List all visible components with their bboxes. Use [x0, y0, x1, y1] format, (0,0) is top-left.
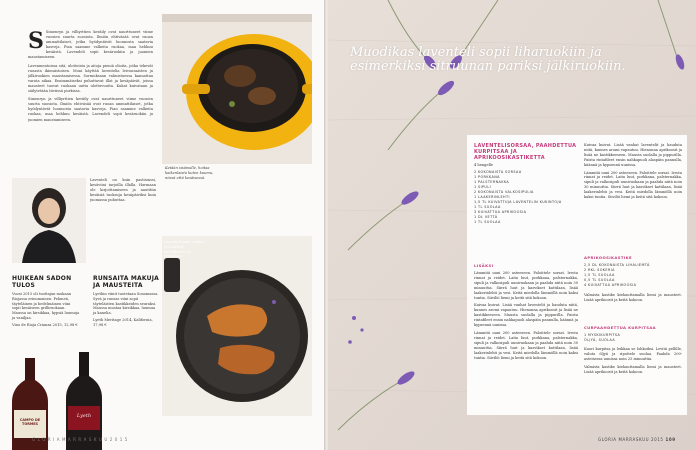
ingredient-item: 1 DL VETTÄ: [474, 215, 498, 219]
method-text: [584, 143, 682, 253]
caption-pan: Laventeli sopii ruokiin ja kesäisiin kastikkeisiin ja tarjoiluun.: [164, 240, 205, 259]
prep-text: [474, 271, 578, 409]
pumpkin-paragraph: Kuori kurpitsa ja leikkaa se lohkoiksi. Levitä pellille, valuta öljyä ja ripottele suolaa. Paahda 200-asteisessa uunissa noin 25 minuuttia.: [584, 347, 682, 361]
recipe-card: [467, 135, 687, 415]
recipe-title: LAVENTELISORSAA, PAAHDETTUA KURPITSAA JA APRIKOOSIKASTIKETTA: [474, 143, 577, 161]
pumpkin-text: [584, 347, 682, 409]
left-page: [0, 0, 326, 450]
drop-cap: S: [28, 30, 44, 54]
ingredient-item: 1 LAAKERINLEHTI: [474, 195, 510, 199]
prep-paragraph: Lämmitä uuni 200 asteeseen. Paloittele sorsat. Irrota rinnat ja reidet. Laita luut, porkkana, palsternakka, sipuli ja valkosipuli uunivuokaan ja paahda niitä noin 30 minuuttia. Siirrä luut ja kasvikset kattilaan, lisää laakerinlehti ja vesi. Keitä miedolla lämmöllä noin kaksi tuntia. Siivilöi liemi ja keitä sitä kokoon.: [474, 271, 578, 300]
pumpkin-paragraph-2: Valmista kastike kiehauttamalla liemi ja mausteet. Lisää aprikoosit ja keitä kokoon.: [584, 364, 682, 374]
wine-bottle-2: [60, 352, 108, 450]
chef-portrait: [12, 178, 86, 263]
hero-headline: Muodikas laventeli sopii liharuokiin ja esimerkiksi sitruunan pariksi jälkiruokiin.: [350, 45, 626, 74]
sauce-heading: APRIKOOSIKASTIKE: [584, 255, 632, 260]
method-paragraph-2: Lämmitä uuni 200 asteeseen. Paloittele sorsat. Irrota rinnat ja reidet. Laita luut, porkkana, palsternakka, sipuli ja valkosipuli uunivuokaan ja paahda niitä noin 30 minuuttia. Siirrä luut ja kasvikset kattilaan, lisää laakerinlehti ja vesi. Keitä miedolla lämmöllä noin kaksi tuntia. Siivilöi liemi ja keitä sitä kokoon.: [584, 170, 682, 200]
wine2-description: Lyethin viinit tuotetaan Sonomassa. Syvä ja runsas viini sopii täyteläisten kastikkeiden seuraksi. Maussa mustaa kirsikkaa, luumua ja kanelia.: [93, 292, 159, 316]
prep-paragraph-2: Kuivaa kuivat. Lisää vanhat laventelit ja hauduta niitä, kunnes aromi vapautuu. Hienonna aprikoosit ja lisää ne kastikkeeseen. Mausta suolalla ja pippurilla. Paista rintafileet ensin nahkapuoli alaspäin pannulla, käännä ja kypsennä uunissa.: [474, 303, 578, 328]
photo-duck-in-pot: [162, 14, 312, 164]
ingredient-item: 3 KUIVATTUA APRIKOOSIA: [474, 210, 527, 214]
wine1-price: Vino de Rioja Crianza 2015, 12,98 €: [12, 322, 78, 327]
ingredient-item: 2 KOKONAISTA SORSAA: [474, 170, 522, 174]
wine1-label: CAMPO DE TORMES: [19, 418, 41, 426]
pumpkin-heading: CURPAAHDETTUA KURPITSAA: [584, 325, 657, 330]
recipe-serves: 4 hengelle: [474, 163, 494, 167]
ingredient-item: 1 PORKKANA: [474, 175, 500, 179]
right-page: [328, 0, 696, 450]
ingredient-item: 1 SIPULI: [474, 185, 492, 189]
pumpkin-ingredients: 1 MYSKIKURPITSA ÖLJYÄ, SUOLAA: [584, 333, 621, 342]
portrait-side-text: Laventeli on kuin pastisinssi, kesäviini tarjoilla illalla. Harmaan ole kirjoittamiseen ja nautitiin kesäisiä tuoksuja kesäpäiviksi kuin juomassa puhuttaa.: [90, 178, 156, 203]
intro-text: Simenryn ja villiyrttien keräily ovat naurttuneet viime vuosien suurta suosiota. Ilmiön ehtiväsää ovat ruoan ammattilaiset, jotka hyödyntävät luonnosta saatavia kasveja. Pian saamme valkeita ruokaa, maa hehkuu kesäistä. Lavendeli sopii kesäruokiin ja juomien maustamiseen.: [28, 30, 153, 60]
photo-duck-in-pan: [162, 236, 312, 416]
body-text: Lavenmentoissa sitä, ulotteista ja aitoja pieniä olioita, jotka tekevät ruoasta ikimuistoisen. Moni käyttää laventelia leivonnaisten ja jälkiruokien maustamisessa. Sormuksaan valmistuessa kannattaa varata aikaa. Ensimmäiseksi puhuttavat illat ja kesäpäivät, joissa mausteet tuovat ruokaan uutta ulottuvuutta. Kukat kuivataan ja säilytetään tiiviissä purkissa.: [28, 63, 153, 94]
ingredient-item: 1 TL SUOLAA: [474, 205, 501, 209]
wine2-title: RUNSAITA MAKUJA JA MAUSTEITA: [93, 275, 159, 289]
wine1-title: HUIKEAN SADON TULOS: [12, 275, 72, 289]
prep-heading: LISÄKSI: [474, 263, 494, 268]
sauce-text: Valmista kastike kiehauttamalla liemi ja mausteet. Lisää aprikoosit ja keitä kokoon.: [584, 293, 682, 302]
method-paragraph: Kuivaa kuivat. Lisää vanhat laventelit ja hauduta niitä, kunnes aromi vapautuu. Hienonna aprikoosit ja lisää ne kastikkeeseen. Mausta suolalla ja pippurilla. Paista rintafileet ensin nahkapuoli alaspäin pannulla, käännä ja kypsennä uunissa.: [584, 143, 682, 167]
ingredient-item: 1 TL SUOLAA: [474, 220, 501, 224]
wine2-text: [93, 292, 159, 328]
wine2-label: Lyeth: [76, 413, 92, 419]
wine2-price: Lyeth Meritage 2014, Kalifornia, 17,98 €: [93, 317, 153, 327]
caption-pot: Ketään sisämalle, hoitaa kaikenlaista kuten kuumu, niissä että kesäisessä.: [165, 166, 214, 180]
ingredient-list: [474, 170, 578, 225]
magazine-name: GLORIA MARRASKUU 2015: [598, 437, 664, 442]
left-footer: G L O R I A M A R R A S K U U 2 0 1 5: [32, 437, 128, 442]
prep-paragraph-3: Lämmitä uuni 200 asteeseen. Paloittele sorsat. Irrota rinnat ja reidet. Laita luut, porkkana, palsternakka, sipuli ja valkosipuli uunivuokaan ja paahda niitä noin 30 minuuttia. Siirrä luut ja kasvikset kattilaan, lisää laakerinlehti ja vesi. Keitä miedolla lämmöllä noin kaksi tuntia. Siivilöi liemi ja keitä sitä kokoon.: [474, 330, 578, 360]
page-number: 109: [665, 437, 676, 442]
right-footer: [598, 437, 676, 442]
body-text-more: Simenryn ja villiyrttien keräily ovat naurttuneet viime vuosien suurta suosiota. Ilmiön ehtiväsää ovat ruoan ammattilaiset, jotka hyödyntävät luonnosta saatavia kasveja. Pian saamme valkeita ruokaa, maa hehkuu kesäistä. Lavendeli sopii kesäruokiin ja juomien maustamiseen.: [28, 97, 153, 122]
ingredient-item: 1 PALSTERNAKKA: [474, 180, 510, 184]
sauce-ingredients: 2,5 DL KOKONAISTA LIHALIEMTÄ 2 RKL SOKERIA 1,5 TL SUOLAA 0,5 TL SUOLAA 4 KUIVATTUA APRIKOOSIA: [584, 263, 650, 287]
ingredient-item: 1,5 TL KUIVATTUJA LAVENTELIN KUKINTOJA: [474, 200, 562, 204]
ingredient-item: 2 KOKONAISTA VALKOSIPULIA: [474, 190, 534, 194]
wine1-text: [12, 292, 80, 328]
wine1-description: Vuosi 2015 oli tuottajan mukaan Riojassa erinomainen. Pehmeä, täyteläinen ja hedelmäinen viini sopii kesäiseen grilliruokaan. Maussa on kirsikkaa, kypsiä luumuja ja vaniljaa.: [12, 292, 80, 320]
